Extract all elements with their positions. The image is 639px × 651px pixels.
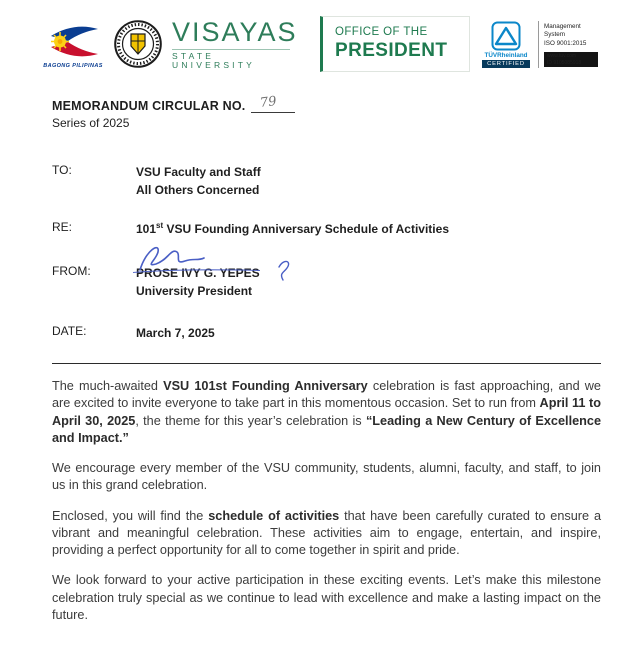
- body-paragraph: We encourage every member of the VSU community, students, alumni, faculty, and staff, to join us in this grand celebration.: [52, 461, 601, 493]
- body-paragraph: The much-awaited VSU 101st Founding Anniversary celebration is fast approaching, and we are excited to invite everyone to take part in this momentous occasion. Set to run from April 11 to April 30, 2025, the theme for this year’s celebration is “Leading a New Century of Excellence and Impact.”: [52, 379, 602, 445]
- bagong-pilipinas-logo: [42, 20, 104, 69]
- field-from: [52, 264, 601, 300]
- from-title: University President: [136, 284, 253, 298]
- memo-header: [0, 96, 639, 342]
- tuv-mgmt-line3: ISO 9001:2015: [544, 39, 587, 47]
- memo-fields: [52, 163, 601, 342]
- tuv-mgmt-line1: Management: [544, 22, 581, 30]
- office-line1: OFFICE OF THE: [335, 26, 428, 38]
- university-wordmark: [172, 19, 310, 69]
- memo-title: MEMORANDUM CIRCULAR NO.: [52, 99, 246, 113]
- office-of-the-president-box: [320, 16, 470, 72]
- tuv-badge: [480, 21, 532, 68]
- field-re: [52, 220, 601, 238]
- bagong-pilipinas-flag-icon: [44, 20, 102, 62]
- memo-title-row: [52, 96, 601, 113]
- office-line2: PRESIDENT: [335, 40, 448, 61]
- field-from-label: FROM:: [52, 264, 91, 278]
- memo-body: [0, 364, 639, 624]
- field-to: [52, 163, 601, 199]
- field-from-value: [136, 264, 260, 300]
- tuv-id-box: [544, 52, 598, 67]
- memo-series: Series of 2025: [52, 116, 130, 130]
- from-name: PROSE IVY G. YEPES: [136, 266, 260, 280]
- body-paragraph: We look forward to your active participation in these exciting events. Let’s make this milestone celebration truly special as we continue to lead with excellence and make a lasting impact on the future.: [52, 573, 601, 622]
- field-to-value: [136, 163, 261, 199]
- bagong-pilipinas-label: BAGONG PILIPINAS: [43, 62, 103, 69]
- body-paragraph: Enclosed, you will find the schedule of activities that have been carefully curated to ensure a vibrant and meaningful celebration. These activities aim to engage, entertain, and inspire, providing a perfect opportunity for all to come together in spirit and pride.: [52, 508, 602, 558]
- tuv-url: www.tuv.com: [547, 53, 577, 59]
- tuv-main: [480, 21, 602, 68]
- tuv-brand-label: TÜVRheinland: [484, 51, 528, 59]
- field-date: [52, 324, 601, 342]
- university-subname: STATE UNIVERSITY: [172, 49, 290, 69]
- vsu-seal-icon: [114, 20, 162, 68]
- field-date-label: DATE:: [52, 324, 87, 338]
- field-re-value: 101st VSU Founding Anniversary Schedule of Activities: [136, 221, 449, 236]
- tuv-certification-mark: [480, 21, 602, 68]
- tuv-triangle-icon: [491, 21, 521, 51]
- memo-number-line: [251, 96, 295, 113]
- tuv-cert-id: ID 9105085918: [547, 59, 582, 66]
- field-re-label: RE:: [52, 220, 73, 234]
- university-name: VISAYAS: [172, 17, 298, 47]
- tuv-management-system: [538, 21, 598, 68]
- field-to-label: TO:: [52, 163, 72, 177]
- field-date-value: March 7, 2025: [136, 326, 215, 340]
- letterhead: [0, 0, 639, 72]
- to-line-1: VSU Faculty and Staff: [136, 165, 261, 179]
- to-line-2: All Others Concerned: [136, 183, 260, 197]
- tuv-certified-label: CERTIFIED: [482, 60, 530, 68]
- memo-number: 79: [259, 94, 278, 111]
- tuv-mgmt-line2: System: [544, 31, 565, 38]
